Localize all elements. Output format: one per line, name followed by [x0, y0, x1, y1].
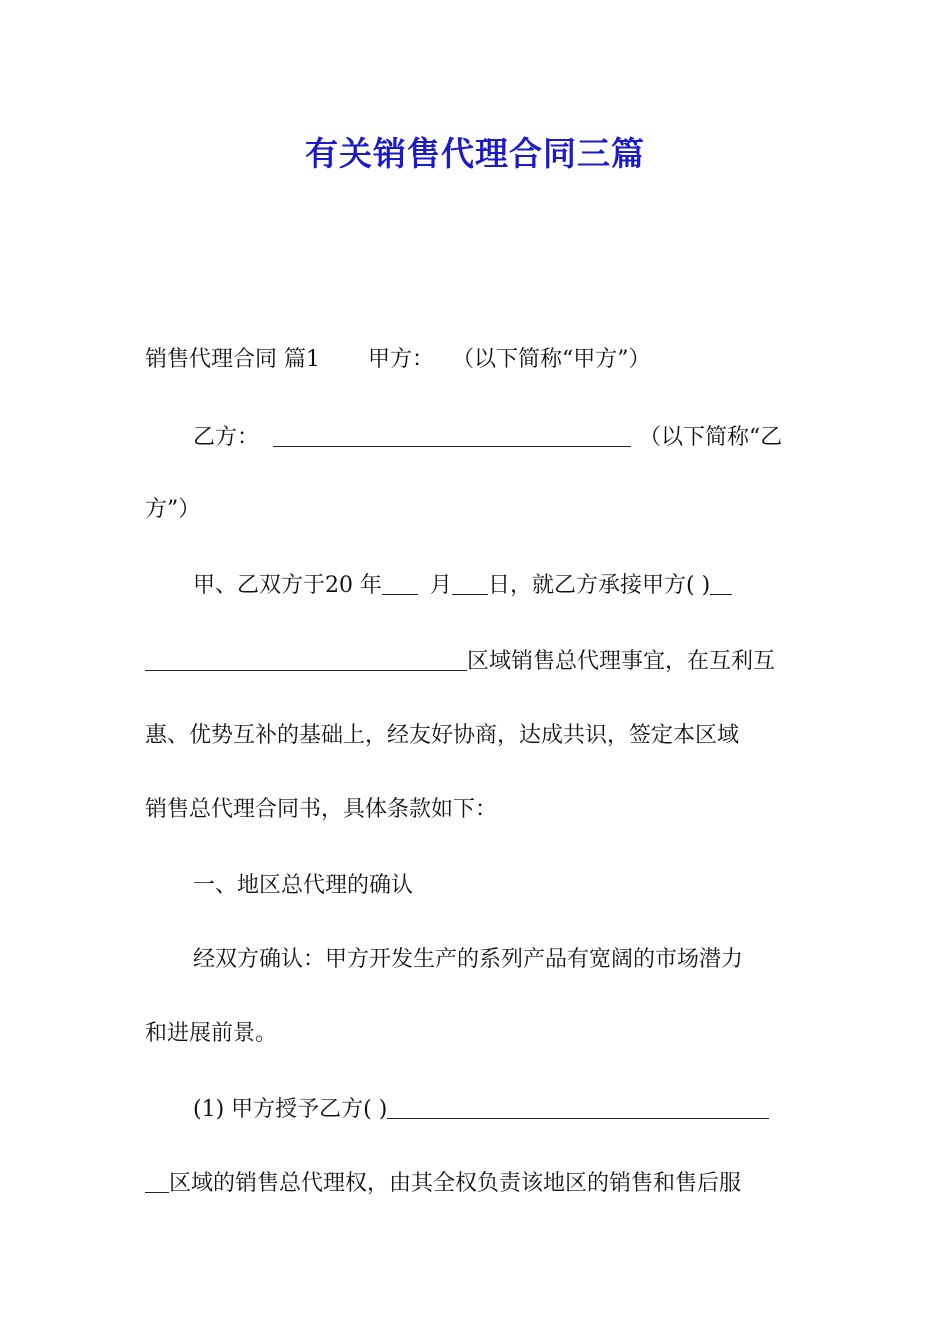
region-text: 区域销售总代理事宜，在互利互	[467, 649, 776, 674]
clause-text-cont: 区域的销售总代理权，由其全权负责该地区的销售和售后服	[169, 1171, 742, 1196]
party-a-alias: （以下简称“甲方”）	[452, 347, 651, 372]
party-b-label: 乙方：	[193, 425, 260, 450]
line-date	[193, 572, 732, 600]
line-region	[145, 648, 775, 676]
paragraph-text: 销售总代理合同书，具体条款如下：	[145, 797, 498, 822]
paragraph-text: 经双方确认：甲方开发生产的系列产品有宽阔的市场潜力	[193, 947, 744, 972]
party-b-alias-cont: 方”）	[145, 497, 201, 522]
paragraph-line	[145, 796, 497, 824]
document-title: 有关销售代理合同三篇	[305, 134, 645, 173]
day-blank	[452, 572, 488, 595]
line-party-b-cont	[145, 496, 200, 524]
section-heading	[193, 872, 413, 900]
line-party-b	[193, 424, 782, 452]
month-label: 月	[430, 573, 453, 598]
date-suffix: 日，就乙方承接甲方( )	[488, 573, 711, 598]
section-heading-text: 一、地区总代理的确认	[193, 873, 414, 898]
paragraph-text: 和进展前景。	[145, 1021, 278, 1046]
contract-section-label: 销售代理合同 篇1	[145, 347, 320, 372]
date-prefix: 甲、乙双方于20 年	[193, 573, 382, 598]
party-a-label: 甲方：	[368, 347, 435, 372]
region-blank	[145, 648, 467, 671]
month-blank	[382, 572, 418, 595]
paragraph-line	[193, 946, 743, 974]
clause-region-blank-cont	[145, 1170, 169, 1193]
paragraph-line	[145, 722, 739, 750]
paragraph-line	[145, 1020, 277, 1048]
clause-region-blank	[387, 1096, 769, 1119]
region-blank-start	[710, 572, 732, 595]
clause-line	[193, 1096, 769, 1124]
party-b-blank	[273, 424, 631, 447]
line-contract-heading	[145, 346, 651, 374]
party-b-alias: （以下简称“乙	[639, 425, 783, 450]
paragraph-text: 惠、优势互补的基础上，经友好协商，达成共识，签定本区域	[145, 723, 740, 748]
clause-text: (1) 甲方授予乙方( )	[193, 1097, 388, 1122]
clause-line-cont	[145, 1170, 741, 1198]
